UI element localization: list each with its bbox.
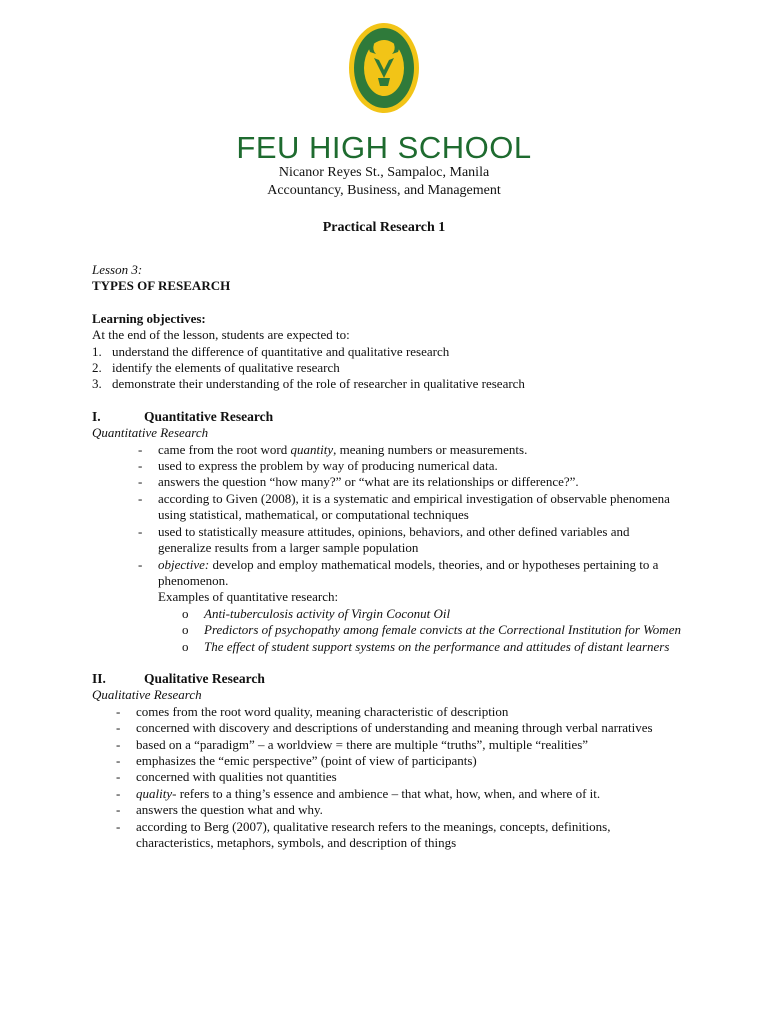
list-item: - answers the question what and why. (116, 802, 323, 818)
list-item: - used to statistically measure attitudes, opinions, behaviors, and other defined variables and generalize results from a larger sample population (138, 523, 630, 556)
list-item: - used to express the problem by way of producing numerical data. (138, 458, 498, 474)
list-item: - emphasizes the “emic perspective” (point of view of participants) (116, 752, 477, 768)
objective-item: 3. demonstrate their understanding of the role of researcher in qualitative research (92, 376, 525, 392)
objectives-heading: Learning objectives: (92, 310, 206, 326)
section-subtitle-qualitative: Qualitative Research (92, 687, 202, 703)
quantitative-bullets (92, 442, 682, 590)
list-item: - based on a “paradigm” – a worldview = there are multiple “truths”, multiple “realities” (116, 736, 589, 752)
list-item: - according to Berg (2007), qualitative research refers to the meanings, concepts, definitions, characteristics, metaphors, symbols, and description of things (116, 818, 611, 850)
section-heading-qualitative: II. Qualitative Research (92, 670, 265, 686)
objectives-intro: At the end of the lesson, students are expected to: (92, 327, 350, 343)
school-strand: Accountancy, Business, and Management (267, 183, 501, 198)
examples-heading: Examples of quantitative research: (158, 589, 339, 605)
objective-item: 1. understand the difference of quantitative and qualitative research (92, 343, 450, 359)
list-item: - comes from the root word quality, meaning characteristic of description (116, 703, 509, 719)
examples-list (92, 606, 682, 655)
list-item: - objective: develop and employ mathematical models, theories, and or hypotheses pertaining to a phenomenon. (138, 556, 659, 588)
objective-item: 2. identify the elements of qualitative research (92, 360, 340, 376)
lesson-title: TYPES OF RESEARCH (92, 278, 231, 294)
course-title: Practical Research 1 (322, 220, 446, 235)
list-item: - concerned with qualities not quantities (116, 769, 337, 785)
section-subtitle-quantitative: Quantitative Research (92, 425, 209, 441)
example-item: o Predictors of psychopathy among female convicts at the Correctional Institution for Women (182, 622, 681, 638)
objectives-list (92, 344, 682, 393)
lesson-label: Lesson 3: (92, 262, 143, 277)
example-item: o The effect of student support systems on the performance and attitudes of distant learners (182, 638, 670, 654)
list-item: - concerned with discovery and descriptions of understanding and meaning through verbal narratives (116, 720, 653, 736)
list-item: - came from the root word quantity, meaning numbers or measurements. (138, 441, 528, 457)
document-body (92, 262, 682, 851)
qualitative-bullets (92, 704, 682, 852)
school-name: FEU HIGH SCHOOL (236, 130, 532, 165)
list-item: - quality- refers to a thing’s essence and ambience – that what, how, when, and where of it. (116, 785, 601, 801)
list-item: - according to Given (2008), it is a systematic and empirical investigation of observable phenomena using statistical, mathematical, or computational techniques (138, 490, 670, 523)
school-seal-logo (348, 22, 420, 114)
list-item: - answers the question “how many?” or “what are its relationships or difference?”. (138, 474, 579, 490)
example-item: o Anti-tuberculosis activity of Virgin Coconut Oil (182, 605, 451, 621)
section-heading-quantitative: I. Quantitative Research (92, 408, 274, 424)
document-header (0, 22, 768, 236)
school-address: Nicanor Reyes St., Sampaloc, Manila (278, 165, 490, 180)
